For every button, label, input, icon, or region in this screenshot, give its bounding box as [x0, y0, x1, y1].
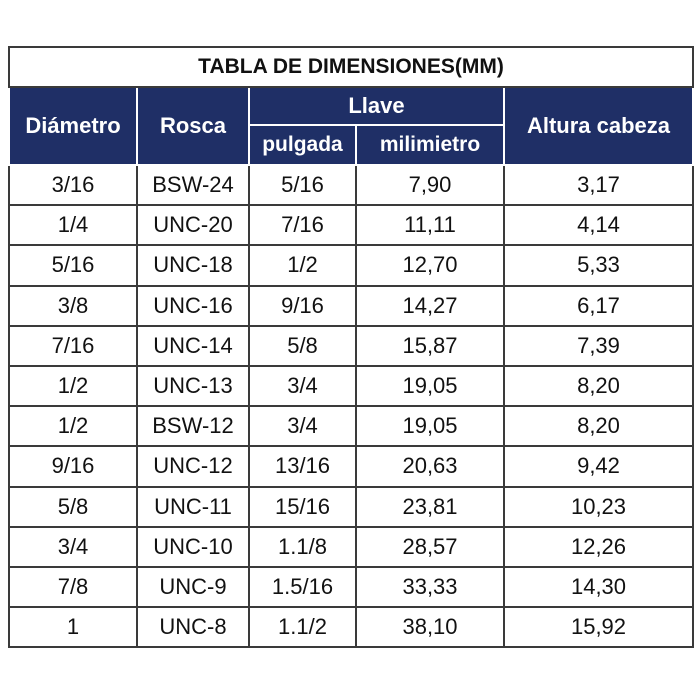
altura-cell: 6,17 — [504, 286, 693, 326]
pulgada-cell: 3/4 — [249, 366, 356, 406]
altura-cell: 8,20 — [504, 366, 693, 406]
table-row — [9, 165, 693, 205]
rosca-cell: BSW-24 — [137, 165, 249, 205]
milimietro-cell: 12,70 — [356, 245, 504, 285]
pulgada-cell: 7/16 — [249, 205, 356, 245]
milimietro-cell: 38,10 — [356, 607, 504, 647]
diametro-cell: 1/2 — [9, 406, 137, 446]
header-rosca: Rosca — [137, 87, 249, 165]
pulgada-cell: 3/4 — [249, 406, 356, 446]
rosca-cell: UNC-20 — [137, 205, 249, 245]
header-milimietro: milimietro — [356, 125, 504, 165]
altura-cell: 8,20 — [504, 406, 693, 446]
milimietro-cell: 15,87 — [356, 326, 504, 366]
pulgada-cell: 1/2 — [249, 245, 356, 285]
altura-cell: 7,39 — [504, 326, 693, 366]
altura-cell: 3,17 — [504, 165, 693, 205]
diametro-cell: 5/16 — [9, 245, 137, 285]
rosca-cell: UNC-16 — [137, 286, 249, 326]
rosca-cell: UNC-8 — [137, 607, 249, 647]
milimietro-cell: 19,05 — [356, 366, 504, 406]
pulgada-cell: 15/16 — [249, 487, 356, 527]
table-row — [9, 567, 693, 607]
altura-cell: 12,26 — [504, 527, 693, 567]
diametro-cell: 1/4 — [9, 205, 137, 245]
diametro-cell: 3/8 — [9, 286, 137, 326]
pulgada-cell: 5/16 — [249, 165, 356, 205]
header-diametro: Diámetro — [9, 87, 137, 165]
pulgada-cell: 5/8 — [249, 326, 356, 366]
diametro-cell: 5/8 — [9, 487, 137, 527]
dimensions-table — [8, 46, 694, 648]
altura-cell: 15,92 — [504, 607, 693, 647]
table-title: TABLA DE DIMENSIONES(MM) — [9, 47, 693, 87]
diametro-cell: 3/16 — [9, 165, 137, 205]
rosca-cell: UNC-12 — [137, 446, 249, 486]
milimietro-cell: 19,05 — [356, 406, 504, 446]
table-row — [9, 286, 693, 326]
table-row — [9, 406, 693, 446]
pulgada-cell: 1.1/2 — [249, 607, 356, 647]
diametro-cell: 7/8 — [9, 567, 137, 607]
rosca-cell: UNC-18 — [137, 245, 249, 285]
altura-cell: 4,14 — [504, 205, 693, 245]
header-altura-cabeza: Altura cabeza — [504, 87, 693, 165]
table-row — [9, 487, 693, 527]
pulgada-cell: 13/16 — [249, 446, 356, 486]
milimietro-cell: 11,11 — [356, 205, 504, 245]
header-pulgada: pulgada — [249, 125, 356, 165]
table-row — [9, 205, 693, 245]
altura-cell: 10,23 — [504, 487, 693, 527]
table-row — [9, 607, 693, 647]
diametro-cell: 1/2 — [9, 366, 137, 406]
rosca-cell: UNC-14 — [137, 326, 249, 366]
rosca-cell: UNC-11 — [137, 487, 249, 527]
pulgada-cell: 1.1/8 — [249, 527, 356, 567]
pulgada-cell: 1.5/16 — [249, 567, 356, 607]
dimensions-table-container — [8, 46, 692, 648]
table-row — [9, 446, 693, 486]
diametro-cell: 9/16 — [9, 446, 137, 486]
altura-cell: 9,42 — [504, 446, 693, 486]
rosca-cell: UNC-9 — [137, 567, 249, 607]
milimietro-cell: 33,33 — [356, 567, 504, 607]
pulgada-cell: 9/16 — [249, 286, 356, 326]
diametro-cell: 7/16 — [9, 326, 137, 366]
altura-cell: 14,30 — [504, 567, 693, 607]
rosca-cell: UNC-13 — [137, 366, 249, 406]
rosca-cell: BSW-12 — [137, 406, 249, 446]
table-row — [9, 527, 693, 567]
milimietro-cell: 23,81 — [356, 487, 504, 527]
table-body — [9, 165, 693, 647]
table-row — [9, 326, 693, 366]
diametro-cell: 3/4 — [9, 527, 137, 567]
rosca-cell: UNC-10 — [137, 527, 249, 567]
milimietro-cell: 28,57 — [356, 527, 504, 567]
milimietro-cell: 7,90 — [356, 165, 504, 205]
milimietro-cell: 14,27 — [356, 286, 504, 326]
milimietro-cell: 20,63 — [356, 446, 504, 486]
diametro-cell: 1 — [9, 607, 137, 647]
header-llave: Llave — [249, 87, 504, 125]
altura-cell: 5,33 — [504, 245, 693, 285]
table-row — [9, 245, 693, 285]
table-row — [9, 366, 693, 406]
